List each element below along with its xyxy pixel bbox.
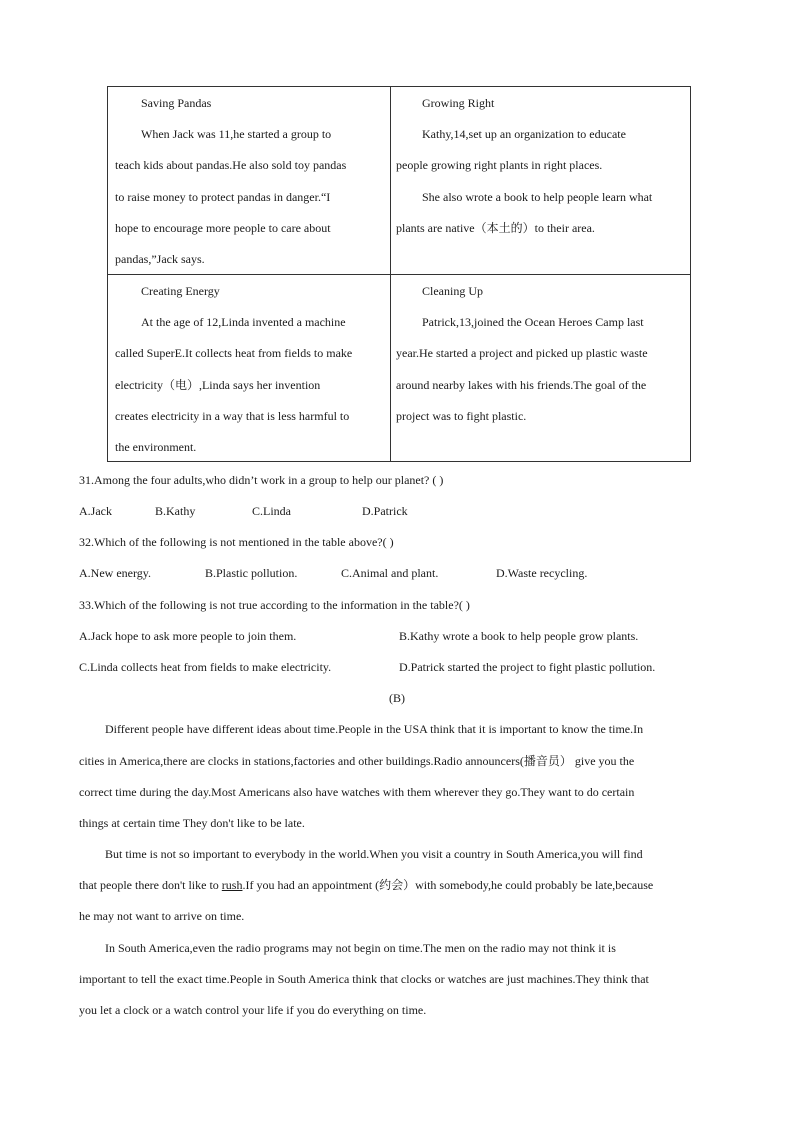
cell-text-line: Patrick,13,joined the Ocean Heroes Camp last [422,315,644,329]
answer-option[interactable]: B.Plastic pollution. [205,566,298,580]
passage-line: But time is not so important to everybody in the world.When you visit a country in South America,you will find [105,847,643,861]
answer-option[interactable]: C.Animal and plant. [341,566,439,580]
passage-text: .If you had an appointment (约会）with somebody,he could probably be late,because [242,878,654,892]
cell-title: Saving Pandas [141,96,212,110]
question-31-stem: 31.Among the four adults,who didn’t work in a group to help our planet? ( ) [79,473,444,487]
cell-text-line: the environment. [115,440,197,454]
cell-text-line: to raise money to protect pandas in danger.“I [115,190,331,204]
passage-line: things at certain time They don't like to be late. [79,816,305,830]
cell-text-line: project was to fight plastic. [396,409,527,423]
cell-text-line: called SuperE.It collects heat from fields to make [115,346,353,360]
cell-text-line: year.He started a project and picked up plastic waste [396,346,648,360]
answer-option[interactable]: C.Linda collects heat from fields to make electricity. [79,660,332,674]
passage-line: In South America,even the radio programs may not begin on time.The men on the radio may not think it is [105,941,616,955]
stories-table [107,86,691,462]
cell-text-line: When Jack was 11,he started a group to [141,127,332,141]
answer-option[interactable]: A.New energy. [79,566,151,580]
passage-text: that people there don't like to [79,878,222,892]
answer-option[interactable]: A.Jack hope to ask more people to join them. [79,629,297,643]
passage-line: correct time during the day.Most Americans also have watches with them wherever they go.They want to do certain [79,785,635,799]
table-divider-horizontal [108,274,690,275]
passage-line: he may not want to arrive on time. [79,909,245,923]
cell-text-line: At the age of 12,Linda invented a machine [141,315,346,329]
cell-text-line: pandas,”Jack says. [115,252,205,266]
cell-text-line: hope to encourage more people to care about [115,221,331,235]
passage-line: you let a clock or a watch control your life if you do everything on time. [79,1003,427,1017]
underlined-word-rush: rush [221,878,243,892]
cell-title: Growing Right [422,96,495,110]
cell-text-line: creates electricity in a way that is less harmful to [115,409,350,423]
answer-option[interactable]: B.Kathy wrote a book to help people grow plants. [399,629,639,643]
cell-text-line: electricity（电）,Linda says her invention [115,378,321,392]
answer-option[interactable]: B.Kathy [155,504,196,518]
answer-option[interactable]: A.Jack [79,504,112,518]
answer-option[interactable]: D.Patrick started the project to fight plastic pollution. [399,660,656,674]
section-b-label: (B) [389,691,405,705]
question-32-stem: 32.Which of the following is not mentioned in the table above?( ) [79,535,394,549]
answer-option[interactable]: C.Linda [252,504,291,518]
passage-line: important to tell the exact time.People in South America think that clocks or watches are just machines.They think that [79,972,649,986]
cell-text-line: She also wrote a book to help people learn what [422,190,653,204]
cell-text-line: people growing right plants in right places. [396,158,603,172]
passage-line: cities in America,there are clocks in stations,factories and other buildings.Radio announcers(播音员） give you the [79,754,635,768]
passage-line: Different people have different ideas about time.People in the USA think that it is important to know the time.In [105,722,644,736]
answer-option[interactable]: D.Patrick [362,504,408,518]
cell-title: Cleaning Up [422,284,483,298]
answer-option[interactable]: D.Waste recycling. [496,566,588,580]
cell-text-line: Kathy,14,set up an organization to educate [422,127,626,141]
cell-title: Creating Energy [141,284,220,298]
cell-text-line: teach kids about pandas.He also sold toy pandas [115,158,347,172]
question-33-stem: 33.Which of the following is not true according to the information in the table?( ) [79,598,470,612]
passage-line-with-rush [79,877,653,893]
cell-text-line: plants are native（本土的）to their area. [396,221,595,235]
cell-text-line: around nearby lakes with his friends.The goal of the [396,378,647,392]
